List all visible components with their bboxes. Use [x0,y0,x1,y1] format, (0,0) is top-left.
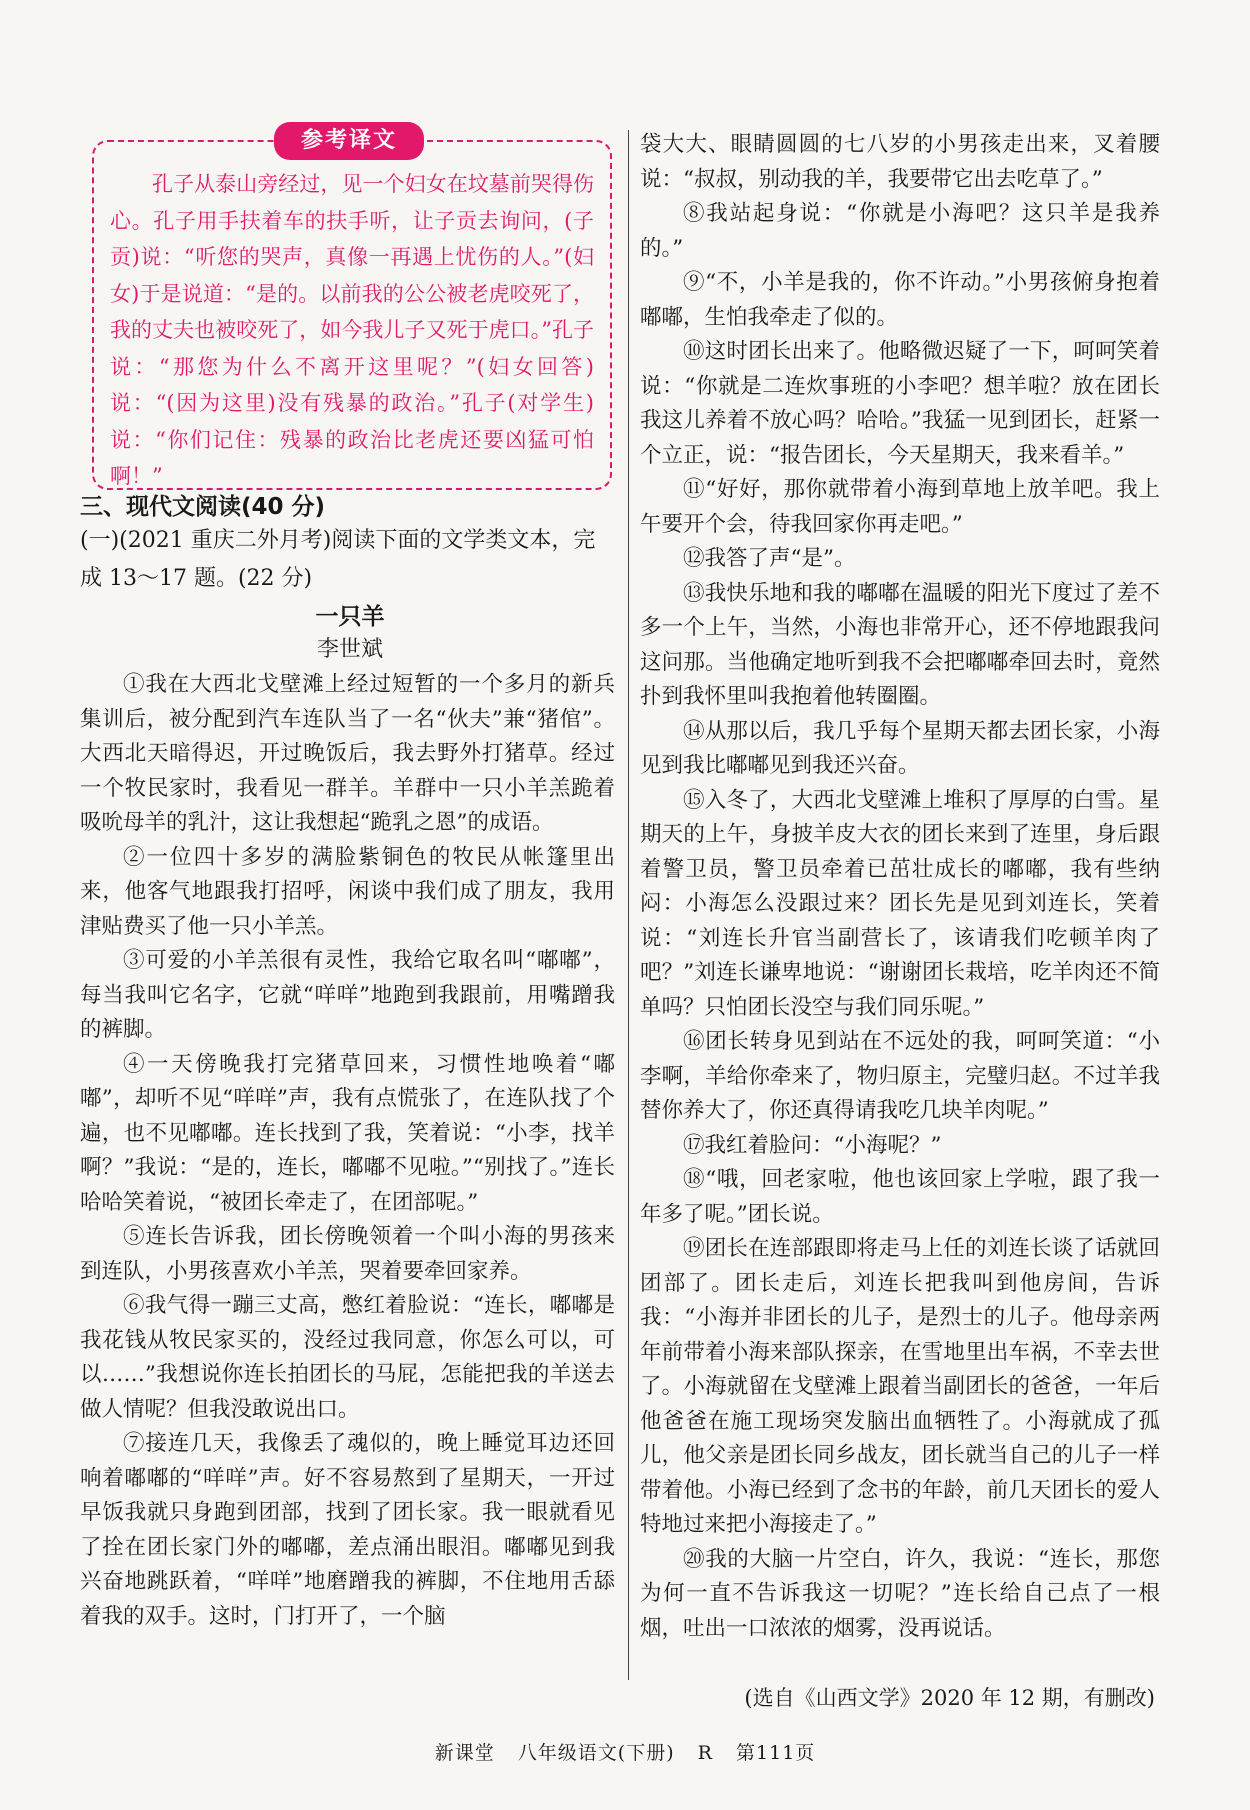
paragraph-17: ⑰我红着脸问：“小海呢？” [683,1132,942,1158]
story-source: (选自《山西文学》2020 年 12 期，有删改) [744,1686,1155,1710]
paragraph-16: ⑯团长转身见到站在不远处的我，呵呵笑道：“小李啊，羊给你牵来了，物归原主，完璧归赵。不过羊我替你养大了，你还真得请我吃几块羊肉呢。” [640,1029,1160,1123]
paragraph-4: ④一天傍晚我打完猪草回来，习惯性地唤着“嘟嘟”，却听不见“咩咩”声，我有点慌张了，在连队找了个遍，也不见嘟嘟。连长找到了我，笑着说：“小李，找羊啊？”我说：“是的，连长，嘟嘟不见啦。”“别找了。”连长哈哈笑着说，“被团长牵走了，在团部呢。” [80,1051,615,1215]
footer-edition: R [697,1742,713,1764]
column-divider [628,130,629,1680]
section-intro: (一)(2021 重庆二外月考)阅读下面的文学类文本，完成 13～17 题。(22 分) [80,528,596,591]
footer-book: 八年级语文(下册) [517,1742,675,1764]
left-column-body [80,668,615,1634]
paragraph-3: ③可爱的小羊羔很有灵性，我给它取名叫“嘟嘟”，每当我叫它名字，它就“咩咩”地跑到我跟前，用嘴蹭我的裤脚。 [80,948,615,1042]
paragraph-9: ⑨“不，小羊是我的，你不许动。”小男孩俯身抱着嘟嘟，生怕我牵走了似的。 [640,270,1160,330]
paragraph-5: ⑤连长告诉我，团长傍晚领着一个叫小海的男孩来到连队，小男孩喜欢小羊羔，哭着要牵回家养。 [80,1224,615,1284]
paragraph-14: ⑭从那以后，我几乎每个星期天都去团长家，小海见到我比嘟嘟见到我还兴奋。 [640,718,1160,778]
right-column-body [640,128,1160,1646]
paragraph-13: ⑬我快乐地和我的嘟嘟在温暖的阳光下度过了差不多一个上午，当然，小海也非常开心，还不停地跟我问这问那。当他确定地听到我不会把嘟嘟牵回去时，竟然扑到我怀里叫我抱着他转圈圈。 [640,580,1160,709]
paragraph-2: ②一位四十多岁的满脸紫铜色的牧民从帐篷里出来，他客气地跟我打招呼，闲谈中我们成了朋友，我用津贴费买了他一只小羊羔。 [80,844,615,939]
footer-page-number: 第111页 [736,1742,816,1764]
paragraph-12: ⑫我答了声“是”。 [683,546,856,571]
footer-brand: 新课堂 [434,1742,495,1764]
translation-title: 参考译文 [274,122,424,160]
section-title: 三、现代文阅读(40 分) [80,494,326,520]
paragraph-19: ⑲团长在连部跟即将走马上任的刘连长谈了话就回团部了。团长走后，刘连长把我叫到他房间，告诉我：“小海并非团长的儿子，是烈士的儿子。他母亲两年前带着小海来部队探亲，在雪地里出车祸，不幸去世了。小海就留在戈壁滩上跟着当副团长的爸爸，一年后他爸爸在施工现场突发脑出血牺牲了。小海就成了孤儿，他父亲是团长同乡战友，团长就当自己的儿子一样带着他。小海已经到了念书的年龄，前几天团长的爱人特地过来把小海接走了。” [640,1236,1160,1537]
paragraph-6: ⑥我气得一蹦三丈高，憋红着脸说：“连长，嘟嘟是我花钱从牧民家买的，没经过我同意，你怎么可以，可以……”我想说你连长拍团长的马屁，怎能把我的羊送去做人情呢？但我没敢说出口。 [80,1293,615,1422]
paragraph-7-continued: 袋大大、眼睛圆圆的七八岁的小男孩走出来，叉着腰说：“叔叔，别动我的羊，我要带它出去吃草了。” [640,132,1160,192]
paragraph-15: ⑮入冬了，大西北戈壁滩上堆积了厚厚的白雪。星期天的上午，身披羊皮大衣的团长来到了连里，身后跟着警卫员，警卫员牵着已茁壮成长的嘟嘟，我有些纳闷：小海怎么没跟过来？团长先是见到刘连长，笑着说：“刘连长升官当副营长了，该请我们吃顿羊肉了吧？”刘连长谦卑地说：“谢谢团长栽培，吃羊肉还不简单吗？只怕团长没空与我们同乐呢。” [640,787,1160,1020]
translation-box [92,128,612,490]
story-author: 李世斌 [316,637,383,662]
paragraph-11: ⑪“好好，那你就带着小海到草地上放羊吧。我上午要开个会，待我回家你再走吧。” [640,477,1160,537]
paragraph-8: ⑧我站起身说：“你就是小海吧？这只羊是我养的。” [640,201,1160,261]
paragraph-1: ①我在大西北戈壁滩上经过短暂的一个多月的新兵集训后，被分配到汽车连队当了一名“伙夫”兼“猪倌”。大西北天暗得迟，开过晚饭后，我去野外打猪草。经过一个牧民家时，我看见一群羊。羊群中一只小羊羔跪着吸吮母羊的乳汁，这让我想起“跪乳之恩”的成语。 [80,672,615,835]
story-title: 一只羊 [315,604,385,630]
paragraph-7: ⑦接连几天，我像丢了魂似的，晚上睡觉耳边还回响着嘟嘟的“咩咩”声。好不容易熬到了星期天，一开过早饭我就只身跑到团部，找到了团长家。我一眼就看见了拴在团长家门外的嘟嘟，差点涌出眼泪。嘟嘟见到我兴奋地跳跃着，“咩咩”地磨蹭我的裤脚，不住地用舌舔着我的双手。这时，门打开了，一个脑 [80,1431,615,1629]
translation-text: 孔子从泰山旁经过，见一个妇女在坟墓前哭得伤心。孔子用手扶着车的扶手听，让子贡去询问，(子贡)说：“听您的哭声，真像一再遇上忧伤的人。”(妇女)于是说道：“是的。以前我的公公被老虎咬死了，我的丈夫也被咬死了，如今我儿子又死于虎口。”孔子说：“那您为什么不离开这里呢？”(妇女回答)说：“(因为这里)没有残暴的政治。”孔子(对学生)说：“你们记住：残暴的政治比老虎还要凶猛可怕啊！” [110,172,594,488]
paragraph-18: ⑱“哦，回老家啦，他也该回家上学啦，跟了我一年多了呢。”团长说。 [640,1167,1160,1227]
paragraph-10: ⑩这时团长出来了。他略微迟疑了一下，呵呵笑着说：“你就是二连炊事班的小李吧？想羊啦？放在团长我这儿养着不放心吗？哈哈。”我猛一见到团长，赶紧一个立正，说：“报告团长，今天星期天，我来看羊。” [640,339,1160,468]
page-footer [0,1738,1250,1765]
paragraph-20: ⑳我的大脑一片空白，许久，我说：“连长，那您为何一直不告诉我这一切呢？”连长给自己点了一根烟，吐出一口浓浓的烟雾，没再说话。 [640,1546,1160,1641]
